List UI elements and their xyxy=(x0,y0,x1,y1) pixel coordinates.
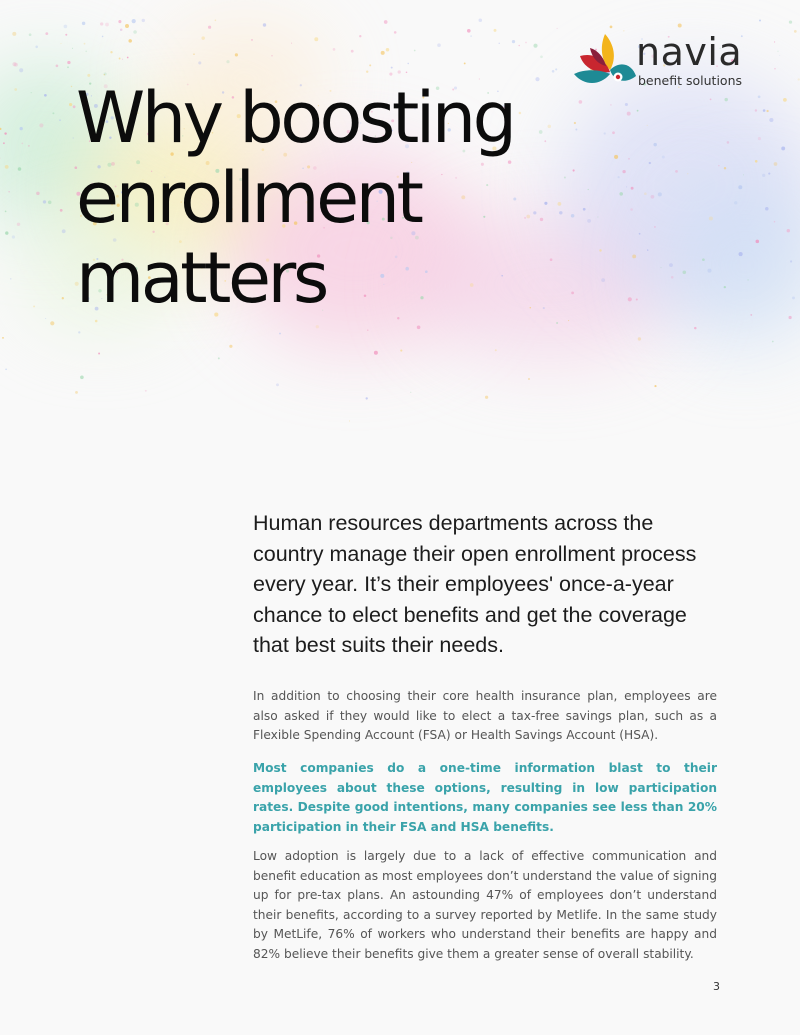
navia-logo xyxy=(572,30,762,92)
highlight-paragraph: Most companies do a one-time information blast to their employees about these options, resulting in low participation rates. Despite good intentions, many companies see less than 20% participation in their FSA and HSA benefits. xyxy=(253,761,717,834)
logo-wordmark: navia xyxy=(636,30,743,74)
logo-tagline: benefit solutions xyxy=(638,73,742,88)
lead-paragraph: Human resources departments across the country manage their open enrollment process every year. It’s their employees' once-a-year chance to elect benefits and get the coverage that best suits their needs. xyxy=(253,511,697,657)
body-paragraph: Low adoption is largely due to a lack of effective communication and benefit education as most employees don’t understand the value of signing up for pre-tax plans. An astounding 47% of employees don’t understand their benefits, according to a survey reported by Metlife. In the same study by MetLife, 76% of workers who understand their benefits are happy and 82% believe their benefits give them a greater sense of overall stability. xyxy=(253,849,717,961)
page-title: Why boosting enrollment matters xyxy=(76,77,514,319)
page-number: 3 xyxy=(713,980,720,993)
body-paragraph: In addition to choosing their core health insurance plan, employees are also asked if they would like to elect a tax-free savings plan, such as a Flexible Spending Account (FSA) or Health Savings Account (HSA). xyxy=(253,689,717,743)
